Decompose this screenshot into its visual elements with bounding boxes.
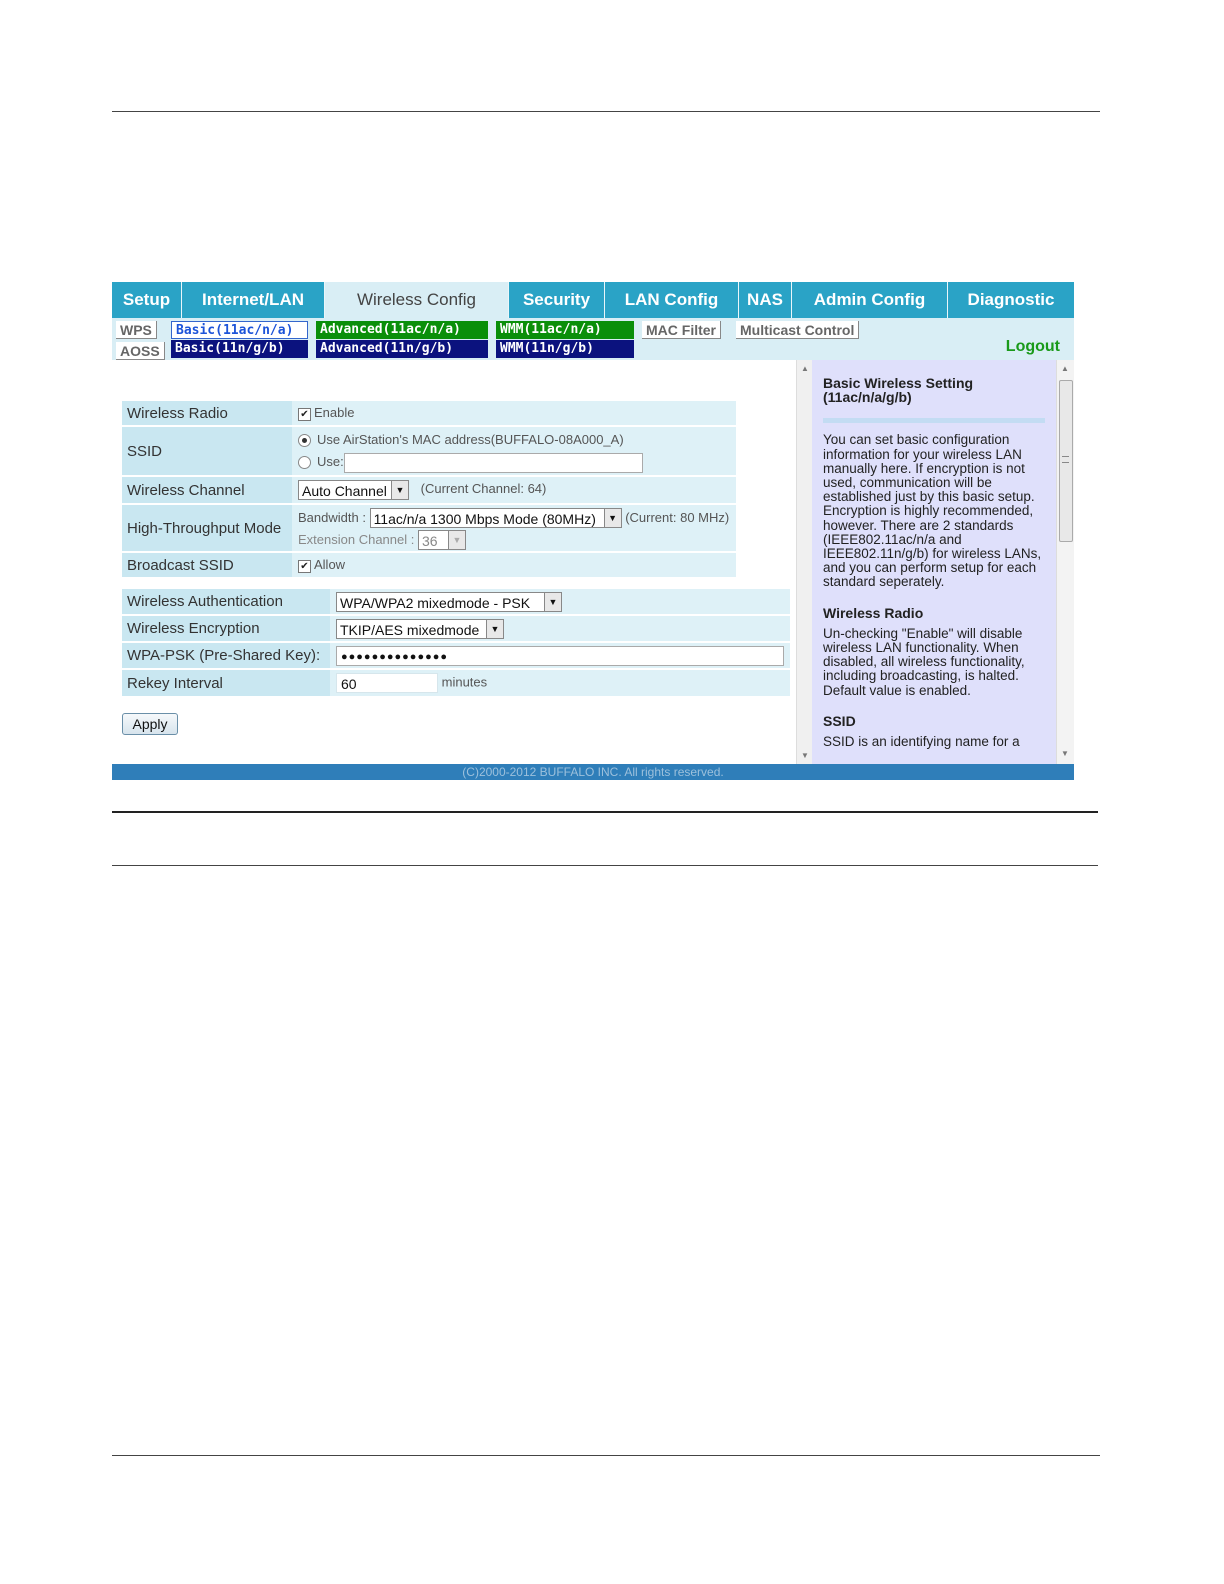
- help-ssid-title: SSID: [823, 712, 856, 729]
- grip-icon: [1062, 456, 1069, 463]
- scroll-up-icon[interactable]: ▲: [801, 364, 809, 373]
- value-wireless-radio: [292, 401, 736, 425]
- scroll-down-icon[interactable]: ▼: [801, 751, 809, 760]
- value-wireless-encryption: [330, 616, 790, 641]
- label-wireless-channel: Wireless Channel: [122, 477, 292, 503]
- bandwidth-select[interactable]: [370, 508, 622, 528]
- extension-channel-value: 36: [421, 533, 438, 550]
- ssid-mac-label: Use AirStation's MAC address(BUFFALO-08A000_A): [317, 432, 624, 447]
- help-scrollbar[interactable]: [1056, 360, 1074, 764]
- scroll-up-icon[interactable]: ▲: [1061, 364, 1069, 373]
- value-ssid: [292, 427, 736, 475]
- wireless-radio-enable-label: Enable: [314, 405, 355, 421]
- label-rekey-interval: Rekey Interval: [122, 670, 330, 696]
- extension-channel-select[interactable]: [418, 530, 466, 550]
- authentication-select[interactable]: [336, 592, 562, 612]
- page-bottom-rule: [112, 1455, 1100, 1456]
- help-divider: [823, 418, 1045, 423]
- row-wireless-encryption: [122, 616, 790, 641]
- tab-security[interactable]: Security: [509, 282, 605, 318]
- subtab-aoss[interactable]: AOSS: [116, 342, 165, 360]
- psk-input[interactable]: ●●●●●●●●●●●●●●: [336, 646, 784, 666]
- sub-nav: [112, 318, 1074, 360]
- caption-top-rule: [112, 811, 1098, 813]
- label-ssid: SSID: [122, 427, 292, 475]
- value-rekey-interval: [330, 670, 790, 696]
- broadcast-allow-label: Allow: [314, 557, 346, 573]
- scroll-down-icon[interactable]: ▼: [1061, 749, 1069, 758]
- row-rekey-interval: [122, 670, 790, 696]
- row-wireless-radio: [122, 401, 736, 425]
- help-wireless-radio-text: Un-checking "Enable" will disable wireless LAN functionality. When disabled, all wireless functionality, including broadcasting, is halted. Default value is enabled.: [823, 625, 1025, 698]
- tab-wireless-config[interactable]: Wireless Config: [325, 282, 509, 318]
- tab-admin-config[interactable]: Admin Config: [792, 282, 948, 318]
- row-broadcast-ssid: [122, 553, 736, 577]
- bandwidth-label: Bandwidth :: [298, 509, 366, 525]
- ssid-use-label: Use:: [317, 454, 344, 469]
- subtab-advanced-11n[interactable]: Advanced(11n/g/b): [316, 340, 488, 358]
- broadcast-ssid-checkbox[interactable]: ✔: [298, 560, 311, 573]
- basic-settings-table: [122, 399, 736, 579]
- value-wireless-channel: [292, 477, 736, 503]
- tab-diagnostic[interactable]: Diagnostic: [967, 290, 1055, 309]
- tab-lan-config[interactable]: LAN Config: [605, 282, 739, 318]
- rekey-unit: minutes: [441, 674, 488, 690]
- bandwidth-current-text: (Current: 80 MHz): [625, 509, 730, 525]
- bandwidth-select-value: 11ac/n/a 1300 Mbps Mode (80MHz): [373, 511, 596, 528]
- help-wireless-radio-title: Wireless Radio: [823, 604, 924, 621]
- chevron-down-icon: ▼: [604, 509, 621, 527]
- help-intro: You can set basic configuration information for your wireless LAN manually here. If encryption is not used, communication will be established just by this basic setup. Encryption is highly recommended, however. There are 2 standards (IEEE802.11ac/n/a and IEEE802.11n/g/b) for wireless LANs, and you can perform setup for each standard seperately.: [823, 432, 1042, 590]
- subtab-mac-filter[interactable]: MAC Filter: [642, 321, 721, 339]
- help-panel: [812, 360, 1056, 764]
- rekey-interval-input[interactable]: 60: [336, 673, 438, 693]
- label-wireless-encryption: Wireless Encryption: [122, 616, 330, 641]
- ssid-input[interactable]: [344, 453, 643, 473]
- page-top-rule: [112, 111, 1100, 112]
- channel-select[interactable]: [298, 480, 409, 500]
- ssid-mac-radio[interactable]: [298, 434, 311, 447]
- row-wireless-channel: [122, 477, 736, 503]
- subtab-wmm-11ac[interactable]: WMM(11ac/n/a): [496, 321, 634, 339]
- chevron-down-icon: ▼: [544, 593, 561, 611]
- current-channel-text: (Current Channel: 64): [420, 481, 547, 497]
- apply-button[interactable]: Apply: [122, 713, 178, 735]
- chevron-down-icon: ▼: [391, 481, 408, 499]
- label-broadcast-ssid: Broadcast SSID: [122, 553, 292, 577]
- value-broadcast-ssid: [292, 553, 736, 577]
- router-admin-window: [112, 282, 1074, 780]
- subtab-wmm-11n[interactable]: WMM(11n/g/b): [496, 340, 634, 358]
- tab-internet-lan[interactable]: Internet/LAN: [182, 282, 325, 318]
- tab-setup[interactable]: Setup: [112, 282, 182, 318]
- label-wireless-authentication: Wireless Authentication: [122, 589, 330, 614]
- top-nav: [112, 282, 1074, 318]
- label-ht-mode: High-Throughput Mode: [122, 505, 292, 551]
- authentication-select-value: WPA/WPA2 mixedmode - PSK: [340, 594, 531, 611]
- encryption-select[interactable]: [336, 619, 504, 639]
- row-ssid: [122, 427, 736, 475]
- value-wpa-psk: [330, 643, 790, 668]
- value-wireless-authentication: [330, 589, 790, 614]
- channel-select-value: Auto Channel: [302, 483, 387, 499]
- help-title: Basic Wireless Setting (11ac/n/a/g/b): [823, 375, 974, 406]
- caption-bottom-rule: [112, 865, 1098, 866]
- main-scrollbar[interactable]: [796, 360, 813, 764]
- logout-link[interactable]: Logout: [1005, 338, 1060, 355]
- row-wireless-authentication: [122, 589, 790, 614]
- ssid-use-radio[interactable]: [298, 456, 311, 469]
- label-wpa-psk: WPA-PSK (Pre-Shared Key):: [122, 643, 330, 668]
- extension-channel-label: Extension Channel :: [298, 531, 415, 547]
- row-ht-mode: [122, 505, 736, 551]
- subtab-basic-11ac[interactable]: Basic(11ac/n/a): [171, 321, 308, 339]
- encryption-select-value: TKIP/AES mixedmode: [340, 621, 480, 638]
- help-ssid-text: SSID is an identifying name for a: [823, 734, 1020, 750]
- settings-panel: [112, 360, 796, 764]
- tab-nas[interactable]: NAS: [739, 282, 792, 318]
- subtab-advanced-11ac[interactable]: Advanced(11ac/n/a): [316, 321, 488, 339]
- value-ht-mode: [292, 505, 736, 551]
- chevron-down-icon: ▼: [486, 620, 503, 638]
- footer-copyright: (C)2000-2012 BUFFALO INC. All rights reserved.: [112, 764, 1074, 780]
- subtab-wps[interactable]: WPS: [116, 321, 157, 339]
- wireless-radio-checkbox[interactable]: ✔: [298, 408, 311, 421]
- security-settings-table: [122, 587, 790, 698]
- row-wpa-psk: [122, 643, 790, 668]
- label-wireless-radio: Wireless Radio: [122, 401, 292, 425]
- subtab-multicast-control[interactable]: Multicast Control: [736, 321, 859, 339]
- chevron-down-icon: ▼: [448, 531, 465, 549]
- subtab-basic-11n[interactable]: Basic(11n/g/b): [171, 340, 308, 358]
